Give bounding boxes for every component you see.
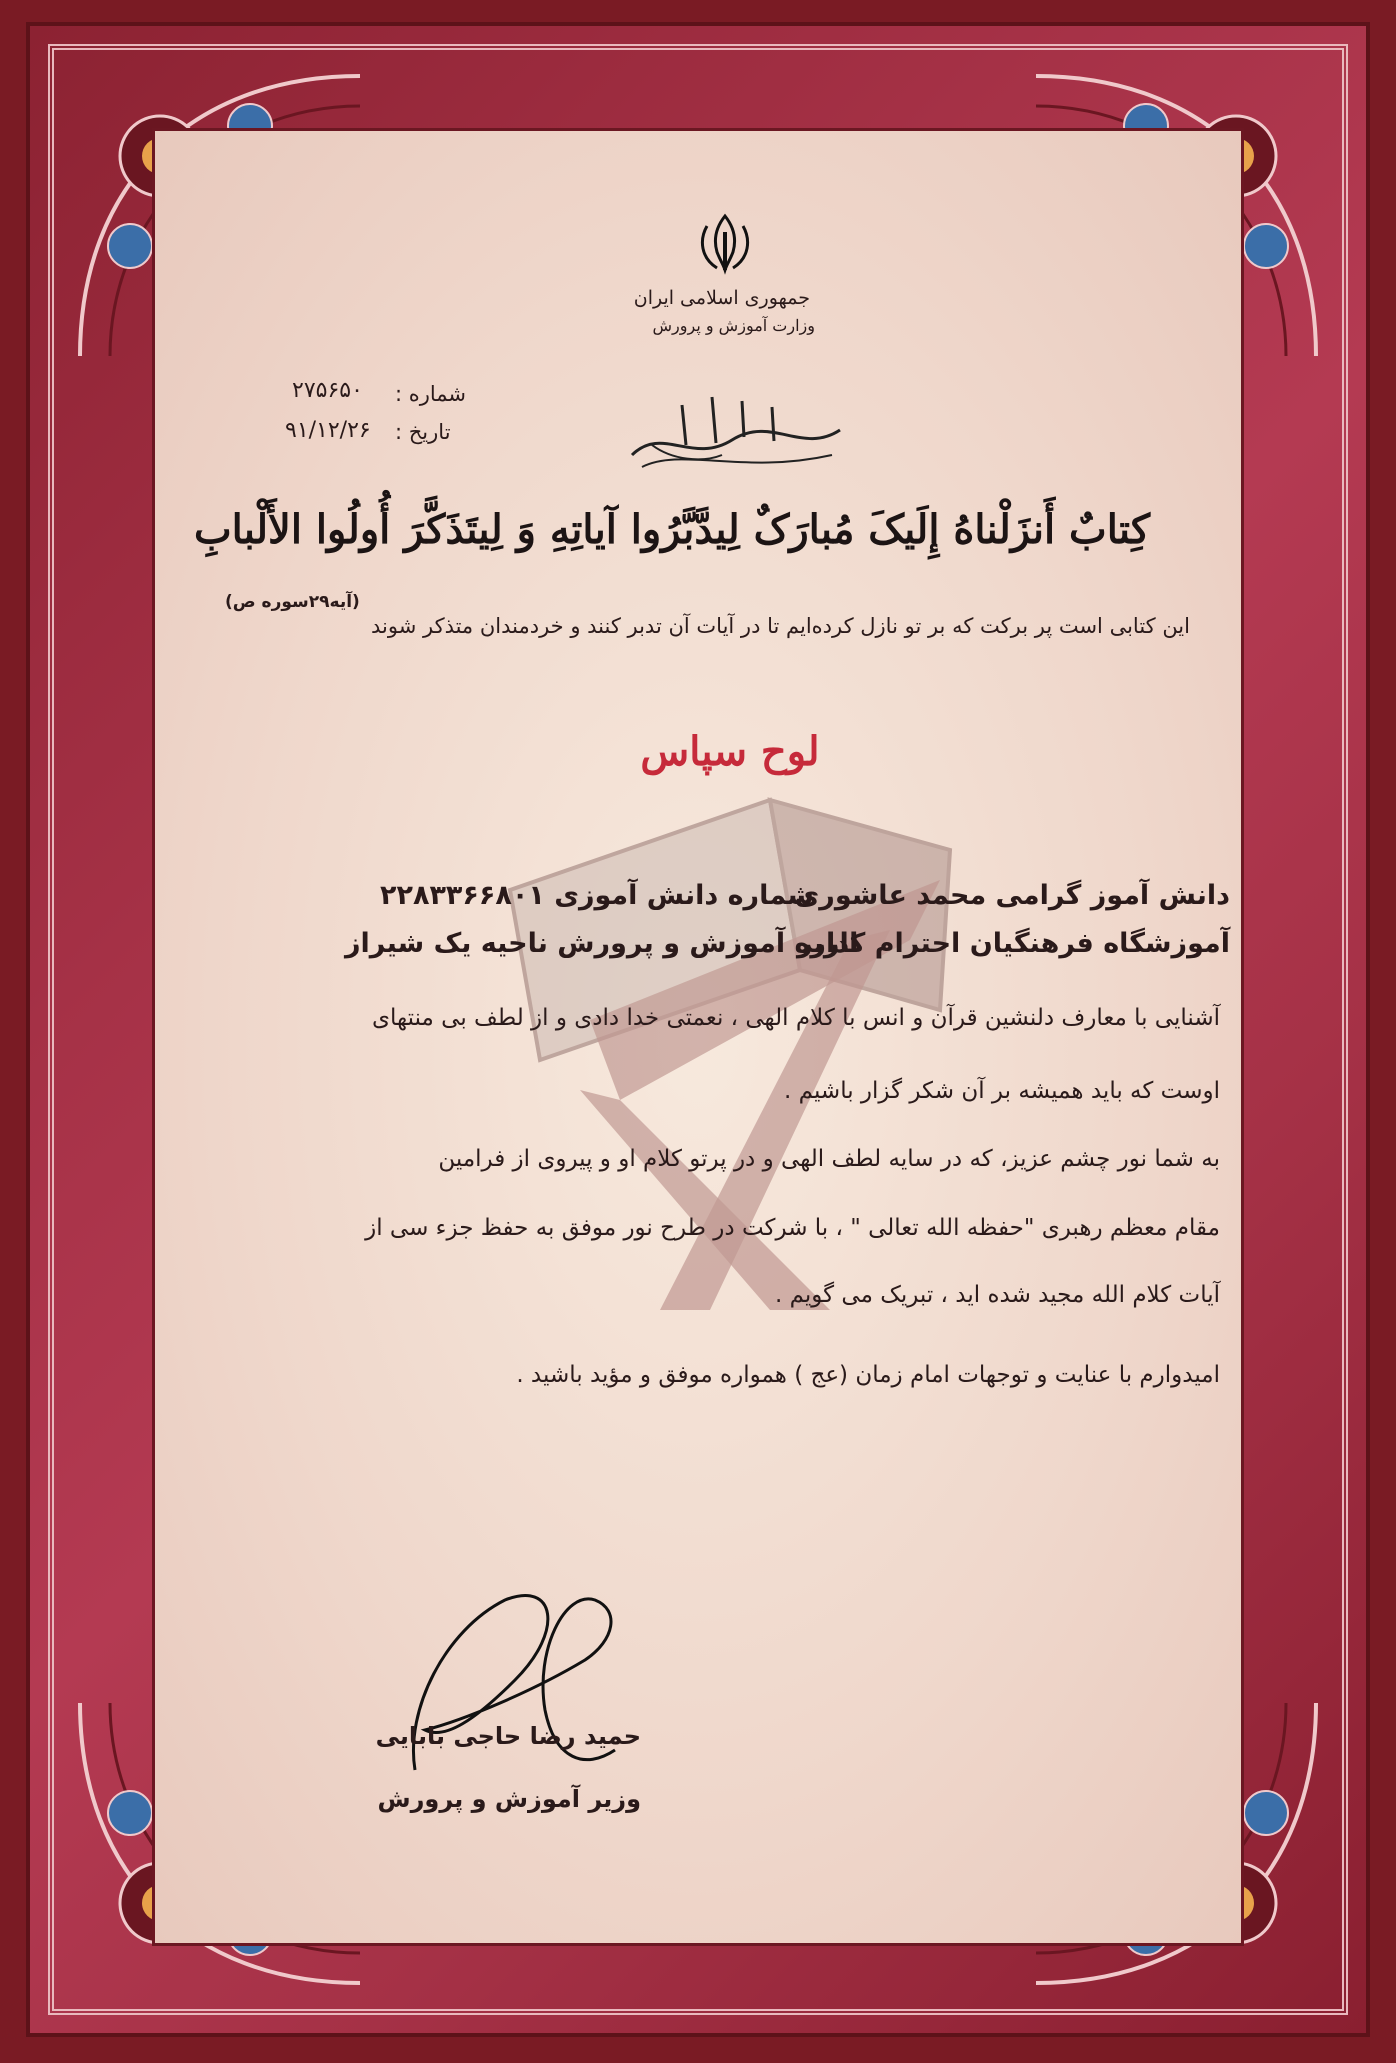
signatory-name: حمید رضا حاجی بابایی	[375, 1722, 641, 1750]
body-paragraph-1-line-1: آشنایی با معارف دلنشین قرآن و انس با کلام الهی ، نعمتی خدا دادی و از لطف بی منتهای	[372, 1005, 1220, 1031]
certificate-title: لوح سپاس	[640, 728, 820, 775]
quran-stand-watermark	[470, 770, 990, 1330]
body-paragraph-2-line-1: به شما نور چشم عزیز، که در سایه لطف الهی و در پرتو کلام او و پیروی از فرامین	[438, 1146, 1220, 1172]
body-paragraph-2-line-2: مقام معظم رهبری "حفظه الله تعالی " ، با شرکت در طرح نور موفق به حفظ جزء سی از	[365, 1215, 1220, 1241]
ministry-name: وزارت آموزش و پرورش	[652, 316, 815, 335]
letter-number-label: شماره :	[395, 382, 467, 406]
student-number: شماره دانش آموزی ۲۲۸۳۳۶۶۸۰۱	[380, 880, 814, 911]
verse-translation: این کتابی است پر برکت که بر تو نازل کرده‌ایم تا در آیات آن تدبر کنند و خردمندان متذکر شوند	[371, 614, 1190, 638]
verse-reference: (آیه۲۹سوره ص)	[225, 592, 360, 612]
body-paragraph-1-line-2: اوست که باید همیشه بر آن شکر گزار باشیم .	[784, 1078, 1220, 1104]
signatory-title: وزیر آموزش و پرورش	[377, 1785, 641, 1813]
body-paragraph-2-line-3: آیات کلام الله مجید شده اید ، تبریک می گویم .	[774, 1282, 1220, 1308]
letter-number-value: ۲۷۵۶۵۰	[292, 378, 363, 403]
quran-verse: کِتابٌ أَنزَلْناهُ إِلَیکَ مُبارَکٌ لِیدَّبَّرُوا آیاتِهِ وَ لِیتَذَکَّرَ أُولُوا الأَلْبابِ	[193, 506, 1150, 553]
education-office: اداره آموزش و پرورش ناحیه یک شیراز	[345, 928, 859, 959]
student-name: دانش آموز گرامی محمد عاشوری	[794, 880, 1230, 911]
basmala-calligraphy	[622, 385, 850, 485]
handwritten-signature	[375, 1570, 645, 1790]
body-paragraph-3-line-1: امیدوارم با عنایت و توجهات امام زمان (عج ) همواره موفق و مؤید باشید .	[516, 1362, 1220, 1388]
iran-emblem-icon	[695, 212, 755, 276]
country-name: جمهوری اسلامی ایران	[633, 287, 810, 309]
school-name: آموزشگاه فرهنگیان احترام کاربر	[797, 928, 1230, 959]
letter-date-value: ۹۱/۱۲/۲۶	[285, 418, 371, 443]
letter-date-label: تاریخ :	[395, 420, 451, 444]
